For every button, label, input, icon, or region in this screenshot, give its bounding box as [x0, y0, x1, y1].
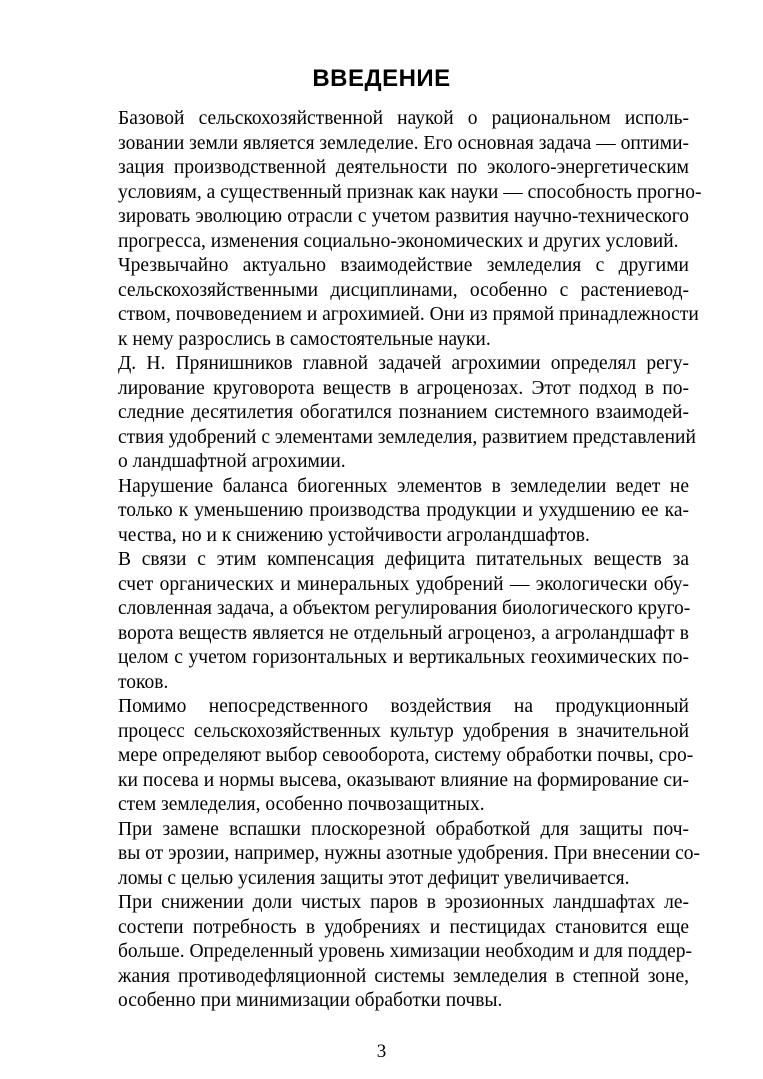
- text-line: состепи потребность в удобрениях и пестицидах становится еще: [118, 916, 689, 938]
- paragraph: [72, 891, 693, 1014]
- text-line: При замене вспашки плоскорезной обработкой для защиты поч-: [118, 818, 689, 840]
- text-line: стем земледелия, особенно почвозащитных.: [118, 794, 485, 815]
- text-line: Нарушение баланса биогенных элементов в земледелии ведет не: [118, 475, 689, 497]
- text-line: больше. Определенный уровень химизации необходим и для поддер-: [118, 941, 693, 962]
- paragraph: [72, 695, 694, 818]
- text-line: словленная задача, а объектом регулирования биологического круго-: [118, 598, 691, 619]
- text-line: зация производственной деятельности по эколого-энергетическим: [118, 157, 689, 178]
- text-line: Д. Н. Прянишников главной задачей агрохимии определял регу-: [118, 353, 689, 374]
- text-line: счет органических и минеральных удобрений — экологически обу-: [118, 573, 689, 595]
- text-line: сельскохозяйственными дисциплинами, особенно с растениевод-: [118, 279, 689, 301]
- text-line: вы от эрозии, например, нужны азотные удобрения. При внесении со-: [118, 843, 701, 864]
- text-line: лирование круговорота веществ в агроценозах. Этот подход в по-: [118, 377, 689, 399]
- text-line: целом с учетом горизонтальных и вертикальных геохимических по-: [118, 647, 689, 668]
- text-line: чества, но и к снижению устойчивости агроландшафтов.: [118, 524, 590, 546]
- text-line: токов.: [118, 671, 169, 693]
- text-line: ворота веществ является не отдельный агроценоз, а агроландшафт в: [118, 622, 689, 644]
- text-line: условиям, а существенный признак как науки — способность прогно-: [118, 181, 702, 203]
- text-line: Чрезвычайно актуально взаимодействие земледелия с другими: [118, 255, 689, 276]
- text-line: процесс сельскохозяйственных культур удобрения в значительной: [118, 720, 689, 742]
- text-line: следние десятилетия обогатился познанием системного взаимодей-: [118, 402, 689, 423]
- paragraph: [72, 818, 701, 892]
- paragraph: [72, 107, 702, 254]
- text-line: мере определяют выбор севооборота, систему обработки почвы, сро-: [118, 745, 694, 766]
- text-line: к нему разрослись в самостоятельные науки.: [118, 328, 491, 350]
- text-line: Базовой сельскохозяйственной наукой о рациональном исполь-: [118, 108, 689, 129]
- text-line: жания противодефляционной системы земледелия в степной зоне,: [118, 965, 689, 987]
- text-line: особенно при минимизации обработки почвы.: [118, 990, 503, 1011]
- text-line: только к уменьшению производства продукции и ухудшению ее ка-: [118, 500, 689, 521]
- page-number: 3: [376, 1041, 387, 1062]
- text-line: При снижении доли чистых паров в эрозионных ландшафтах ле-: [118, 892, 689, 913]
- text-line: ствия удобрений с элементами земледелия, развитием представлений: [118, 426, 696, 448]
- text-line: ством, почвоведением и агрохимией. Они из прямой принадлежности: [118, 304, 699, 325]
- body-text: [72, 107, 702, 1014]
- text-line: ки посева и нормы высева, оказывают влияние на формирование си-: [118, 769, 689, 791]
- page-title: ВВЕДЕНИЕ: [312, 65, 451, 92]
- text-line: ломы с целью усиления защиты этот дефицит увеличивается.: [118, 867, 630, 889]
- text-line: зовании земли является земледелие. Его основная задача — оптими-: [118, 132, 689, 154]
- paragraph: [72, 254, 699, 352]
- paragraph: [72, 352, 696, 475]
- paragraph: [72, 548, 689, 695]
- text-line: прогресса, изменения социально-экономических и других условий.: [118, 230, 679, 252]
- text-line: Помимо непосредственного воздействия на продукционный: [118, 696, 689, 717]
- paragraph: [72, 475, 689, 549]
- text-line: зировать эволюцию отрасли с учетом развития научно-технического: [118, 206, 689, 227]
- text-line: о ландшафтной агрохимии.: [118, 451, 346, 472]
- text-line: В связи с этим компенсация дефицита питательных веществ за: [118, 549, 689, 570]
